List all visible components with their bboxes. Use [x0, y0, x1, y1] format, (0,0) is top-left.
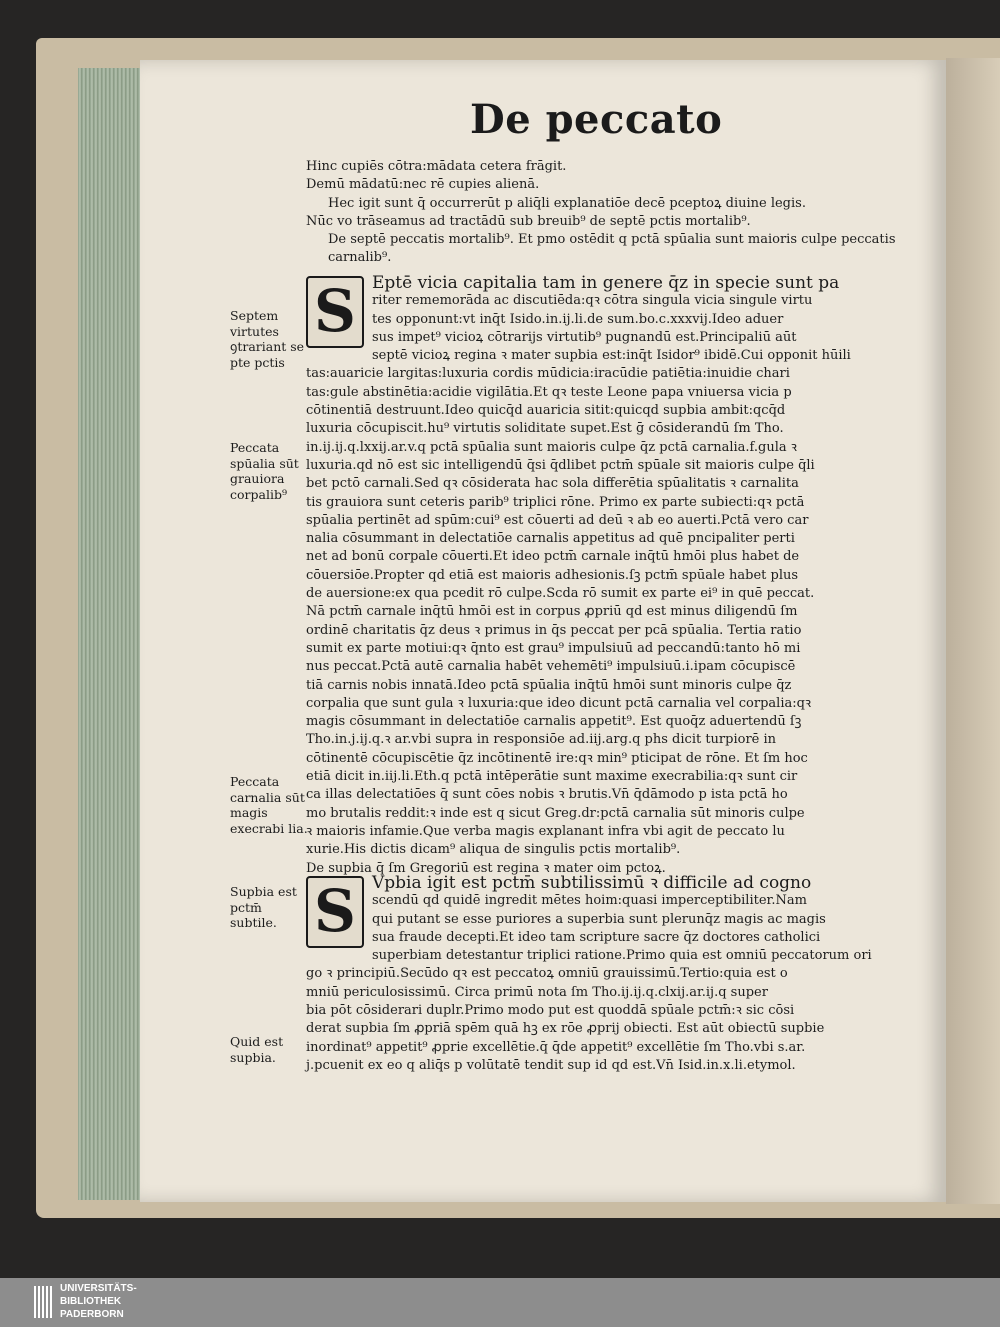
text-line: ordinē charitatis q̄z deus ꝛ primus in q̄s peccat per pcā spūalia. Tertia ratio	[306, 622, 802, 638]
text-line: tiā carnis nobis innatā.Ideo pctā spūalia inq̄tū hmōi sunt minoris culpe q̄z	[306, 677, 792, 693]
text-line: Hinc cupiēs cōtra:mādata cetera frāgit.	[306, 159, 567, 174]
text-line: mniū periculosissimū. Circa primū nota ſm Tho.ij.ij.q.clxij.ar.ij.q super	[306, 984, 768, 1000]
text-line: bet pctō carnali.Sed qꝛ cōsiderata hac sola differētia spūalitatis ꝛ carnalita	[306, 476, 799, 492]
text-line: cōtinentiā destruunt.Ideo quicq̄d auaricia sitit:quicqd supbia ambit:qcq̄d	[306, 403, 786, 419]
text-line: ꝛ maioris infamie.Que verba magis explanant infra vbi agit de peccato lu	[306, 823, 785, 839]
text-line: nalia cōsummant in delectatiōe carnalis appetitus ad quē pncipaliter perti	[306, 531, 795, 547]
initial-letter: S	[306, 276, 364, 348]
text-line: tas:auaricie largitas:luxuria cordis mūdicia:iracūdie patiētia:inuidie chari	[306, 366, 790, 382]
margin-note: Supbia est pctm̄ subtile.	[230, 884, 297, 930]
text-block-superbia	[306, 874, 906, 1075]
library-name-line: PADERBORN	[60, 1309, 124, 1320]
text-line: luxuria cōcupiscit.hu⁹ virtutis soliditate supet.Est ḡ cōsiderandū ſm Tho.	[306, 421, 784, 437]
text-line: tes opponunt:vt inq̄t Isido.in.ij.li.de sum.bo.c.xxxvij.Ideo aduer	[372, 311, 784, 327]
library-logo-icon	[34, 1286, 52, 1318]
library-name-line: BIBLIOTHEK	[60, 1296, 122, 1307]
margin-note: Peccata spūalia sūt grauiora corpalib⁹	[230, 440, 299, 502]
text-line: Eptē vicia capitalia tam in genere q̄z in specie sunt pa	[372, 273, 840, 293]
text-line: cōtinentē cōcupiscētie q̄z incōtinentē ire:qꝛ min⁹ pticipat de rōne. Et ſm hoc	[306, 750, 808, 766]
text-line: superbiam detestantur triplici ratione.Primo quia est omniū peccatorum ori	[372, 948, 872, 964]
text-line: luxuria.qd nō est sic intelligendū q̄si q̄dlibet pctm̄ spūale sit maioris culpe q̄li	[306, 457, 815, 473]
text-line: etiā dicit in.iij.li.Eth.q pctā intēperātie sunt maxime execrabilia:qꝛ sunt cir	[306, 769, 798, 785]
library-name-line: UNIVERSITÄTS-	[60, 1283, 137, 1294]
text-line: derat supbia ſm ꝓpriā spēm quā hꝫ ex rōe ꝓprij obiecti. Est aūt obiectū supbie	[306, 1021, 825, 1037]
text-line: de auersione:ex qua pcedit rō culpe.Scda rō sumit ex parte ei⁹ in quē peccat.	[306, 586, 815, 602]
text-line: scendū qd quidē ingredit mētes hoim:quasi imperceptibiliter.Nam	[372, 893, 807, 909]
text-line: septē vicioꝝ regina ꝛ mater supbia est:inq̄t Isidor⁹ ibidē.Cui opponit hūili	[372, 348, 851, 364]
text-line: Nā pctm̄ carnale inq̄tū hmōi est in corpus ꝓpriū qd est minus diligendū ſm	[306, 604, 798, 620]
initial-letter: S	[306, 876, 364, 948]
text-line: ca illas delectatiōes q̄ sunt cōes nobis ꝛ brutis.Vn̄ q̄dāmodo p ista pctā ho	[306, 787, 788, 803]
library-footer	[0, 1278, 1000, 1327]
text-line: inordinat⁹ appetit⁹ ꝓprie excellētie.q̄ q̄de appetit⁹ excellētie ſm Tho.vbi s.ar.	[306, 1039, 806, 1055]
text-line: Demū mādatū:nec rē cupies alienā.	[306, 177, 540, 193]
text-line: bia pōt cōsiderari duplr.Primo modo put est quoddā spūale pctm̄:ꝛ sic cōsi	[306, 1003, 795, 1019]
text-line: Hec igit sunt q̄ occurrerūt p aliq̄li explanatiōe decē pceptoꝝ diuine legis.	[328, 195, 806, 211]
text-line: go ꝛ principiū.Secūdo qꝛ est peccatoꝝ omniū grauissimū.Tertio:quia est o	[306, 966, 788, 982]
page-title: De peccato	[470, 96, 723, 143]
text-line: Vpbia igit est pctm̄ subtilissimū ꝛ difficile ad cogno	[372, 873, 812, 893]
margin-note: Septem virtutes ꝯtrariant se pte pctis	[230, 308, 305, 370]
margin-note: Peccata carnalia sūt magis execrabi lia.	[230, 774, 308, 836]
text-line: spūalia pertinēt ad spūm:cui⁹ est cōuerti ad deū ꝛ ab eo auerti.Pctā vero car	[306, 512, 809, 528]
text-line: sumit ex parte motiui:qꝛ q̄nto est grau⁹ impulsiuū ad peccandū:tanto hō mi	[306, 640, 801, 656]
text-line: magis cōsummant in delectatiōe carnalis appetit⁹. Est quoq̄z aduertendū ſꝫ	[306, 714, 802, 730]
text-line: corpalia que sunt gula ꝛ luxuria:que ideo dicunt pctā carnalia vel corpalia:qꝛ	[306, 695, 812, 711]
text-line: sua fraude decepti.Et ideo tam scripture sacre q̄z doctores catholici	[372, 929, 821, 945]
margin-note: Quid est supbia.	[230, 1034, 284, 1065]
text-line: De septē peccatis mortalib⁹. Et pmo ostēdit q pctā spūalia sunt maioris culpe peccatis carnalib⁹.	[328, 232, 896, 266]
text-line: net ad bonū corpale cōuerti.Et ideo pctm̄ carnale inq̄tū hmōi plus habet de	[306, 549, 800, 565]
text-line: qui putant se esse puriores a superbia sunt plerunq̄z magis ac magis	[372, 911, 826, 927]
text-line: De supbia q̄ ſm Gregoriū est regina ꝛ mater oim pctoꝝ.	[306, 860, 666, 876]
intro-text	[306, 158, 906, 268]
text-line: mo brutalis reddit:ꝛ inde est q sicut Greg.dr:pctā carnalia sūt minoris culpe	[306, 805, 805, 821]
facing-page-edge	[946, 58, 1000, 1204]
text-line: tis grauiora sunt ceteris parib⁹ triplici rōne. Primo ex parte subiecti:qꝛ pctā	[306, 494, 805, 510]
text-line: cōuersiōe.Propter qd etiā est maioris adhesionis.ſꝫ pctm̄ spūale habet plus	[306, 567, 799, 583]
text-line: xurie.His dictis dicam⁹ aliqua de singulis pctis mortalib⁹.	[306, 842, 681, 858]
library-name	[60, 1282, 137, 1321]
text-line: j.pcuenit ex eo q aliq̄s p volūtatē tendit sup id qd est.Vn̄ Isid.in.x.li.etymol.	[306, 1057, 796, 1073]
text-line: riter rememorāda ac discutiēda:qꝛ cōtra singula vicia singule virtu	[372, 293, 813, 309]
text-block-vicia	[306, 274, 906, 878]
text-line: tas:gule abstinētia:acidie vigilātia.Et qꝛ teste Leone papa vniuersa vicia p	[306, 384, 792, 400]
text-line: in.ij.ij.q.lxxij.ar.v.q pctā spūalia sunt maioris culpe q̄z pctā carnalia.f.gula ꝛ	[306, 439, 797, 455]
text-line: Tho.in.j.ij.q.ꝛ ar.vbi supra in responsiōe ad.iij.arg.q phs dicit turpiorē in	[306, 732, 777, 748]
text-line: nus peccat.Pctā autē carnalia habēt vehemēti⁹ impulsiuū.i.ipam cōcupiscē	[306, 659, 796, 675]
text-line: sus impet⁹ vicioꝝ cōtrarijs virtutib⁹ pugnandū est.Principaliū aūt	[372, 329, 797, 345]
text-line: Nūc vo trāseamus ad tractādū sub breuib⁹ de septē pctis mortalib⁹.	[306, 213, 751, 229]
